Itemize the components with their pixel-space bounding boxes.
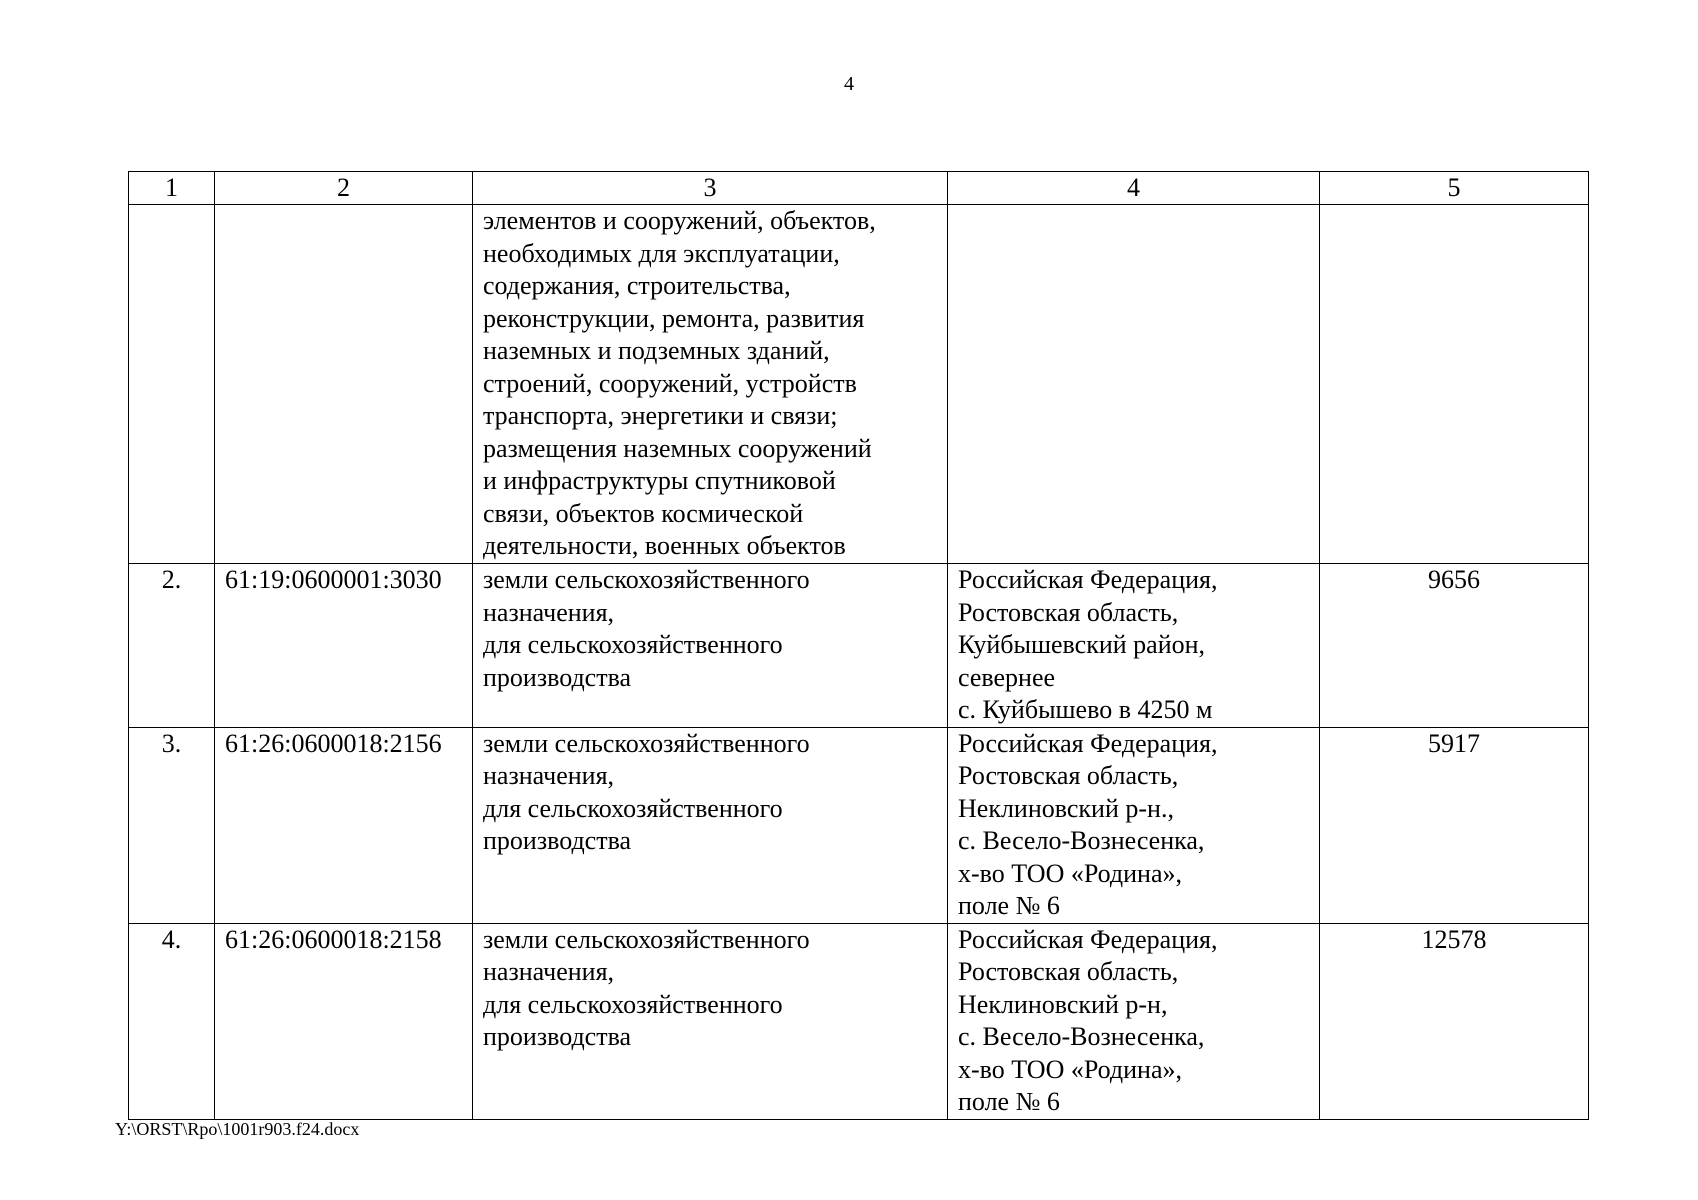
- address-line: с. Весело-Вознесенка,: [958, 826, 1205, 855]
- category-line: для сельскохозяйственного: [483, 793, 783, 823]
- description-line: содержания, строительства,: [483, 271, 791, 300]
- address-line: Ростовская область,: [958, 761, 1179, 790]
- category-line: земли сельскохозяйственного: [483, 565, 810, 594]
- address-line: Неклиновский р-н,: [958, 989, 1168, 1019]
- location-address: [948, 564, 1320, 728]
- description-line: и инфраструктуры спутниковой: [483, 466, 836, 495]
- land-plots-table: [128, 171, 1589, 1120]
- land-category: [473, 564, 948, 728]
- address-line: х-во ТОО «Родина»,: [958, 1054, 1183, 1084]
- address-line: Российская Федерация,: [958, 728, 1218, 758]
- category-line: производства: [483, 662, 632, 692]
- header-cell-1: 1: [129, 172, 215, 205]
- address-line: севернее: [958, 662, 1056, 692]
- num-cell: [129, 205, 215, 564]
- table-header: [129, 172, 1589, 205]
- description-line: связи, объектов космической: [483, 498, 804, 528]
- table-row: [129, 564, 1589, 728]
- header-cell-4: 4: [948, 172, 1320, 205]
- address-cell: [948, 205, 1320, 564]
- header-cell-2: 2: [215, 172, 473, 205]
- category-line: земли сельскохозяйственного: [483, 728, 810, 758]
- description-line: деятельности, военных объектов: [483, 531, 846, 560]
- description-line: транспорта, энергетики и связи;: [483, 401, 838, 430]
- plot-area: 9656: [1320, 564, 1589, 728]
- footer-file-path: Y:\ORST\Rpo\1001r903.f24.docx: [115, 1119, 360, 1139]
- category-line: для сельскохозяйственного: [483, 989, 783, 1019]
- description-line: наземных и подземных зданий,: [483, 336, 830, 365]
- row-number: 3.: [129, 727, 215, 923]
- description-line: реконструкции, ремонта, развития: [483, 303, 865, 333]
- cadastral-number: 61:26:0600018:2158: [215, 923, 473, 1119]
- plot-area: 5917: [1320, 727, 1589, 923]
- land-category: [473, 727, 948, 923]
- address-line: Российская Федерация,: [958, 565, 1218, 594]
- table-row: [129, 923, 1589, 1119]
- land-category: [473, 923, 948, 1119]
- description-line: размещения наземных сооружений: [483, 433, 872, 463]
- cadastral-number: 61:19:0600001:3030: [215, 564, 473, 728]
- category-line: производства: [483, 1022, 632, 1051]
- table-row-continuation: [129, 205, 1589, 564]
- table-row: [129, 727, 1589, 923]
- address-line: поле № 6: [958, 891, 1060, 920]
- address-line: Российская Федерация,: [958, 924, 1218, 954]
- category-line: назначения,: [483, 761, 615, 790]
- plot-area: 12578: [1320, 923, 1589, 1119]
- category-cell: [473, 205, 948, 564]
- address-line: х-во ТОО «Родина»,: [958, 858, 1183, 888]
- address-line: Ростовская область,: [958, 597, 1179, 627]
- row-number: 4.: [129, 923, 215, 1119]
- header-cell-3: 3: [473, 172, 948, 205]
- description-line: элементов и сооружений, объектов,: [483, 206, 876, 235]
- cadastral-cell: [215, 205, 473, 564]
- description-line: строений, сооружений, устройств: [483, 368, 857, 398]
- header-cell-5: 5: [1320, 172, 1589, 205]
- page-number: 4: [844, 73, 854, 95]
- location-address: [948, 727, 1320, 923]
- location-address: [948, 923, 1320, 1119]
- address-line: с. Весело-Вознесенка,: [958, 1022, 1205, 1051]
- address-line: Неклиновский р-н.,: [958, 793, 1174, 823]
- category-line: назначения,: [483, 957, 615, 986]
- cadastral-number: 61:26:0600018:2156: [215, 727, 473, 923]
- description-line: необходимых для эксплуатации,: [483, 238, 840, 268]
- address-line: Куйбышевский район,: [958, 630, 1206, 659]
- category-line: производства: [483, 826, 632, 855]
- area-cell: [1320, 205, 1589, 564]
- address-line: Ростовская область,: [958, 957, 1179, 986]
- category-line: назначения,: [483, 597, 615, 627]
- address-line: поле № 6: [958, 1087, 1060, 1116]
- row-number: 2.: [129, 564, 215, 728]
- category-line: земли сельскохозяйственного: [483, 924, 810, 954]
- address-line: с. Куйбышево в 4250 м: [958, 695, 1213, 724]
- category-line: для сельскохозяйственного: [483, 630, 783, 659]
